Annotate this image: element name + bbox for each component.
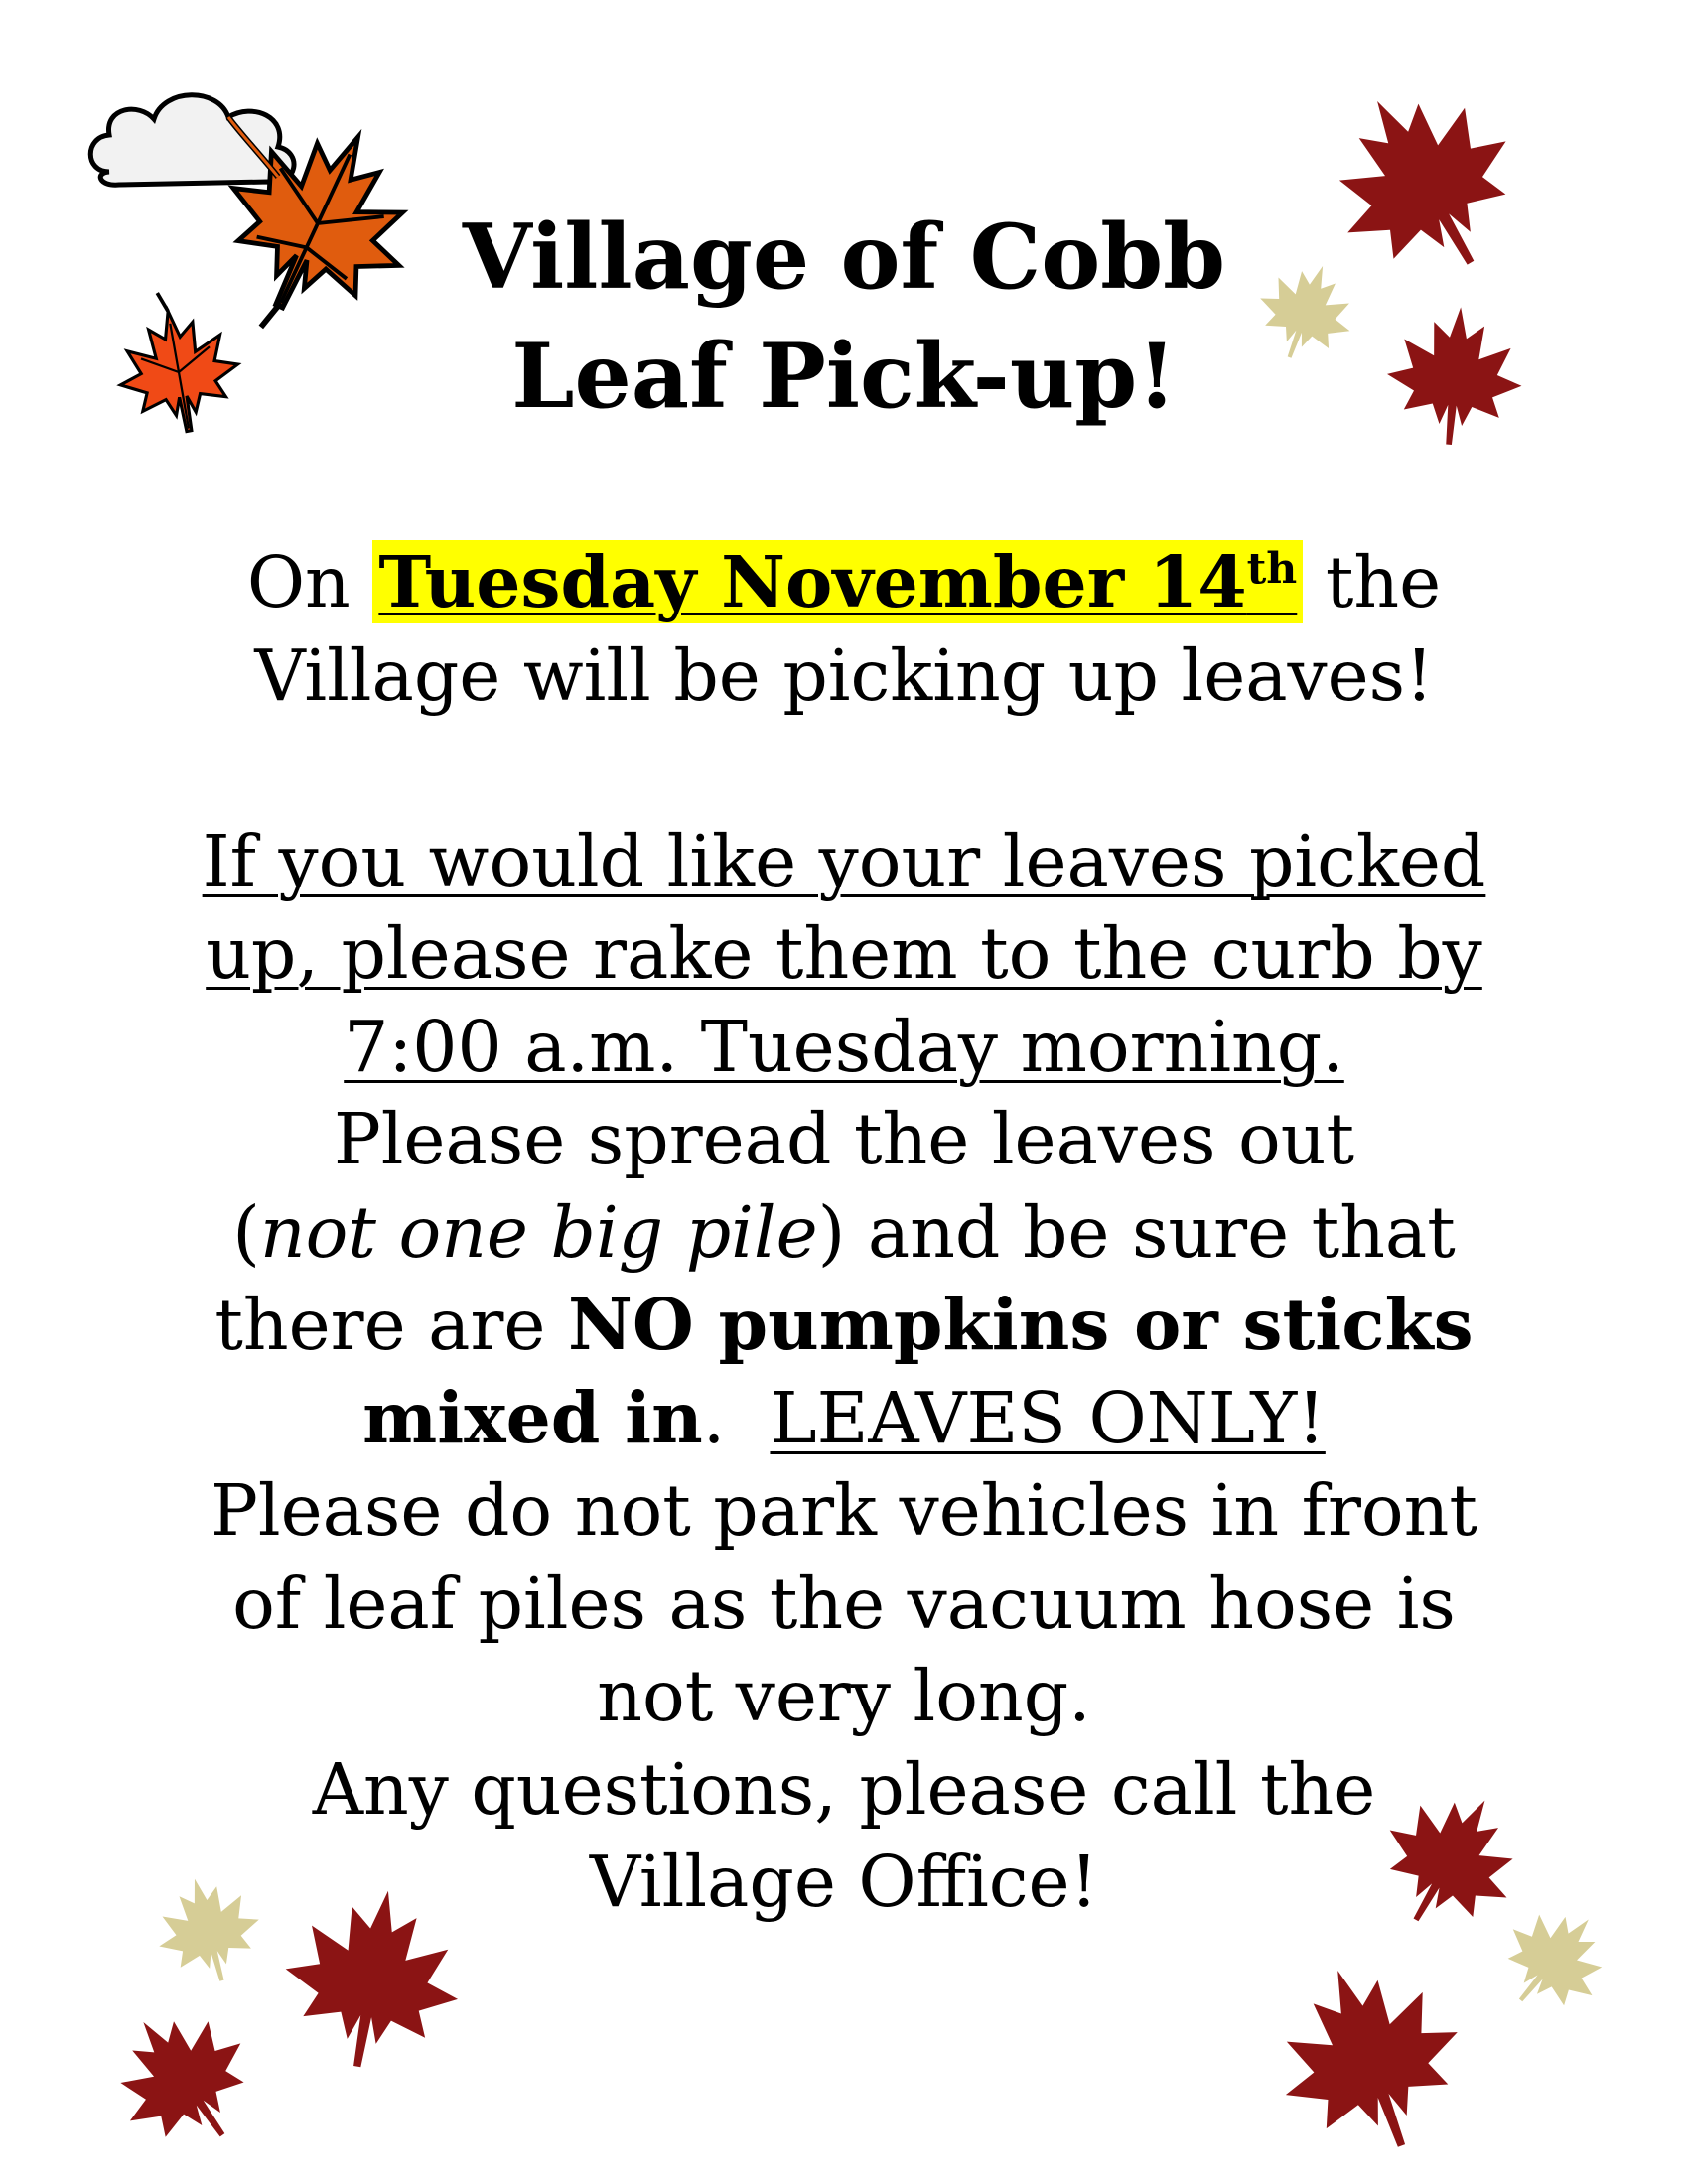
instruction-line-12: Village Office!: [589, 1841, 1099, 1923]
announcement-line-2: Village will be picking up leaves!: [254, 633, 1434, 717]
mixed-in-warning: mixed in: [362, 1375, 703, 1459]
italic-note: not one big pile: [259, 1190, 818, 1274]
no-pumpkins-warning: NO pumpkins or sticks: [568, 1283, 1474, 1366]
leaves-only-emphasis: LEAVES ONLY!: [770, 1376, 1326, 1459]
flyer-title-line-1: Village of Cobb: [462, 205, 1226, 310]
pickup-date-text: Tuesday November 14: [378, 540, 1247, 623]
paragraph-gap: [0, 722, 1688, 815]
announcement-prefix: On: [246, 541, 373, 623]
leaf-stem-icon: [218, 107, 298, 187]
instruction-line-11: Any questions, please call the: [312, 1747, 1376, 1831]
instruction-line-6: [0, 1279, 1688, 1372]
instruction-line-4: Please spread the leaves out: [333, 1098, 1355, 1180]
paren-open: (: [232, 1190, 260, 1274]
instruction-line-5: [0, 1186, 1688, 1280]
instruction-line-8: Please do not park vehicles in front: [211, 1469, 1477, 1552]
paren-close: ) and be sure that: [817, 1190, 1456, 1274]
dark-red-maple-leaf-icon: [84, 1995, 283, 2164]
pickup-date: [372, 540, 1303, 623]
dark-red-maple-leaf-icon: [1241, 1946, 1499, 2174]
announcement-line-1: [0, 536, 1688, 629]
instruction-underlined-3: 7:00 a.m. Tuesday morning.: [344, 1005, 1344, 1088]
pickup-date-suffix: th: [1246, 544, 1298, 595]
instruction-line-10: not very long.: [597, 1655, 1091, 1737]
mixed-in-period: .: [702, 1376, 771, 1459]
instruction-plain: there are: [214, 1284, 569, 1366]
instruction-line-9: of leaf piles as the vacuum hose is: [232, 1562, 1456, 1645]
instruction-line-2: [0, 907, 1688, 1001]
instruction-underlined-2: up, please rake them to the curb by: [206, 912, 1482, 995]
announcement-after-date: the: [1303, 541, 1442, 623]
instruction-underlined-1: If you would like your leaves picked: [202, 819, 1486, 902]
instruction-line-3: [0, 1001, 1688, 1094]
instruction-line-1: [0, 815, 1688, 908]
flyer-body: [0, 536, 1688, 1929]
flyer-title-line-2: Leaf Pick-up!: [511, 324, 1177, 429]
instruction-line-7: [0, 1372, 1688, 1465]
